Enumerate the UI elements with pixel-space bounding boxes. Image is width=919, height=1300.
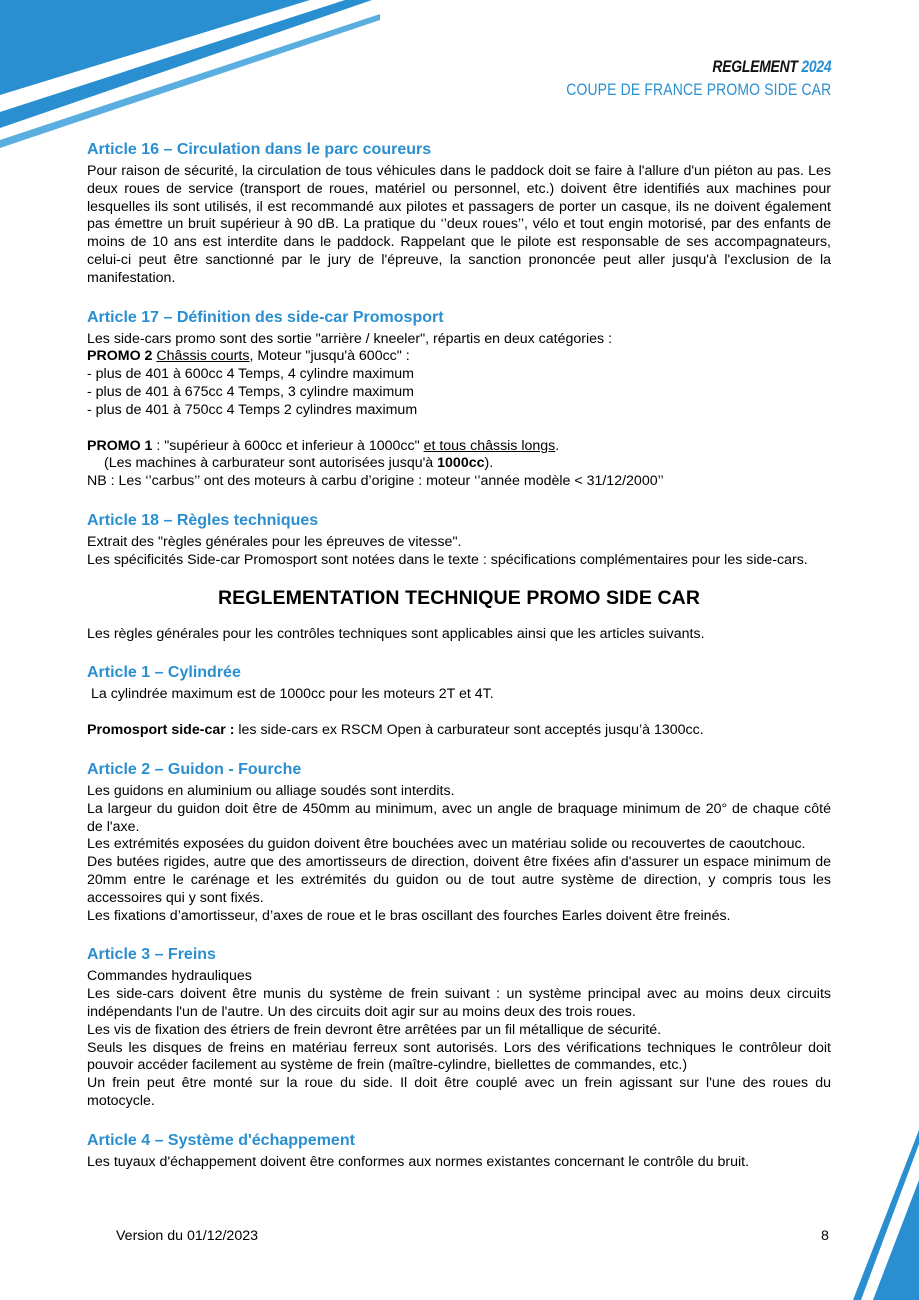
article-3-para-1: Commandes hydrauliques [87, 968, 252, 985]
article-4-title: Article 4 – Système d'échappement [87, 1131, 355, 1149]
promo1-line [87, 438, 831, 456]
article-3-para-3: Les vis de fixation des étriers de frein devront être arrêtées par un fil métallique de sécurité. [87, 1021, 662, 1038]
promo2-line [87, 348, 831, 366]
carb-bold: 1000cc [437, 455, 485, 472]
promo2-rest: , Moteur "jusqu'à 600cc" : [249, 348, 410, 365]
article-1-promo-text: les side-cars ex RSCM Open à carburateur sont acceptés jusqu’à 1300cc. [234, 722, 704, 739]
article-1-promo-line [87, 722, 831, 740]
top-left-stripes-decoration [0, 0, 380, 160]
main-intro: Les règles générales pour les contrôles techniques sont applicables ainsi que les articles suivants. [87, 625, 705, 642]
footer-page-number: 8 [821, 1228, 829, 1244]
header-subtitle: COUPE DE FRANCE PROMO SIDE CAR [565, 80, 831, 99]
article-2-section [87, 760, 831, 925]
nb-note: NB : Les ‘’carbus’’ ont des moteurs à carbu d’origine : moteur ‘’année modèle < 31/12/2000’’ [87, 473, 664, 490]
promo1-end: . [555, 437, 560, 454]
document-header [508, 56, 831, 102]
document-content [87, 140, 831, 1191]
main-title: REGLEMENTATION TECHNIQUE PROMO SIDE CAR [217, 586, 701, 609]
article-3-title: Article 3 – Freins [87, 946, 216, 964]
article-18-section [87, 511, 831, 570]
promo1-underlined: et tous châssis longs [423, 437, 556, 454]
article-1-line-1: La cylindrée maximum est de 1000cc pour les moteurs 2T et 4T. [91, 686, 494, 703]
article-1-promo-label: Promosport side-car : [87, 722, 235, 739]
article-2-para-3: Les extrémités exposées du guidon doivent être bouchées avec un matériau solide ou recouvertes de caoutchouc. [87, 836, 806, 853]
promo1-text: : "supérieur à 600cc et inferieur à 1000cc" [152, 437, 424, 454]
promo2-spec-3: - plus de 401 à 750cc 4 Temps 2 cylindres maximum [87, 401, 418, 418]
article-18-title: Article 18 – Règles techniques [87, 511, 319, 529]
article-2-para-5: Les fixations d’amortisseur, d’axes de roue et le bras oscillant des fourches Earles doivent être freinés. [87, 907, 731, 924]
bottom-right-stripes-decoration [839, 1120, 919, 1300]
article-17-title: Article 17 – Définition des side-car Promosport [87, 308, 444, 326]
article-3-section [87, 945, 831, 1110]
header-title-word: REGLEMENT [712, 57, 798, 76]
footer-version: Version du 01/12/2023 [116, 1228, 258, 1244]
article-17-intro: Les side-cars promo sont des sortie "arrière / kneeler", répartis en deux catégories : [87, 330, 613, 347]
article-18-line-1: Extrait des "règles générales pour les épreuves de vitesse". [87, 533, 462, 550]
article-16-section [87, 140, 831, 288]
article-2-para-1: Les guidons en aluminium ou alliage soudés sont interdits. [87, 782, 455, 799]
article-18-line-2: Les spécificités Side-car Promosport sont notées dans le texte : spécifications complémentaires pour les side-cars. [87, 551, 808, 568]
header-title-year: 2024 [800, 57, 831, 76]
article-17-section [87, 308, 831, 491]
article-2-para-2: La largeur du guidon doit être de 450mm au minimum, avec un angle de braquage minimum de 20° de chaque côté de l'axe. [87, 800, 831, 835]
article-3-para-2: Les side-cars doivent être munis du système de frein suivant : un système principal avec au moins deux circuits indépendants l'un de l'autre. Un des circuits doit agir sur au moins deux des trois roues. [87, 986, 831, 1020]
promo2-spec-1: - plus de 401 à 600cc 4 Temps, 4 cylindre maximum [87, 366, 414, 383]
article-2-title: Article 2 – Guidon - Fourche [87, 760, 302, 778]
carb-end: ). [484, 455, 494, 472]
carburettor-note [87, 455, 831, 473]
main-intro-section [87, 626, 831, 644]
article-3-para-5: Un frein peut être monté sur la roue du side. Il doit être couplé avec un frein agissant sur l'une des roues du motocycle. [87, 1075, 831, 1109]
article-4-line-1: Les tuyaux d'échappement doivent être conformes aux normes existantes concernant le contrôle du bruit. [87, 1153, 750, 1170]
article-16-title: Article 16 – Circulation dans le parc coureurs [87, 141, 432, 158]
promo2-label: PROMO 2 [87, 348, 153, 365]
article-1-section [87, 663, 831, 740]
promo1-label: PROMO 1 [87, 437, 153, 454]
article-3-para-4: Seuls les disques de freins en matériau ferreux sont autorisés. Lors des vérifications techniques le contrôleur doit pouvoir accéder facilement au système de frein (maître-cylindre, biellettes de commandes, etc.) [87, 1039, 831, 1074]
promo2-spec-2: - plus de 401 à 675cc 4 Temps, 3 cylindre maximum [87, 383, 414, 400]
promo2-chassis: Châssis courts [156, 348, 250, 365]
carb-text: (Les machines à carburateur sont autorisées jusqu'à [104, 455, 438, 472]
article-2-para-4: Des butées rigides, autre que des amortisseurs de direction, doivent être fixées afin d'assurer un espace minimum de 20mm entre le carénage et les extrémités du guidon ou de tout autre système de direction, y compris tous les accessoires qui y sont fixés. [87, 854, 831, 906]
header-title [566, 56, 831, 78]
article-1-title: Article 1 – Cylindrée [87, 664, 241, 682]
article-4-section [87, 1131, 831, 1172]
article-16-body: Pour raison de sécurité, la circulation de tous véhicules dans le paddock doit se faire à l'allure d'un piéton au pas. Les deux roues de service (transport de roues, matériel ou personnel, etc.) doivent être identifiés aux machines pour lesquelles ils sont utilisés, il est recommandé aux pilotes et passagers de porter un casque, ils ne doivent également pas émettre un bruit supérieur à 90 dB. La pratique du ‘’deux roues’’, vélo et tout engin motorisé, par des enfants de moins de 10 ans est interdite dans le paddock. Rappelant que le pilote est responsable de ses accompagnateurs, celui-ci peut être sanctionné par le jury de l'épreuve, la sanction prononcée peut aller jusqu'à l'exclusion de la manifestation. [87, 163, 831, 286]
